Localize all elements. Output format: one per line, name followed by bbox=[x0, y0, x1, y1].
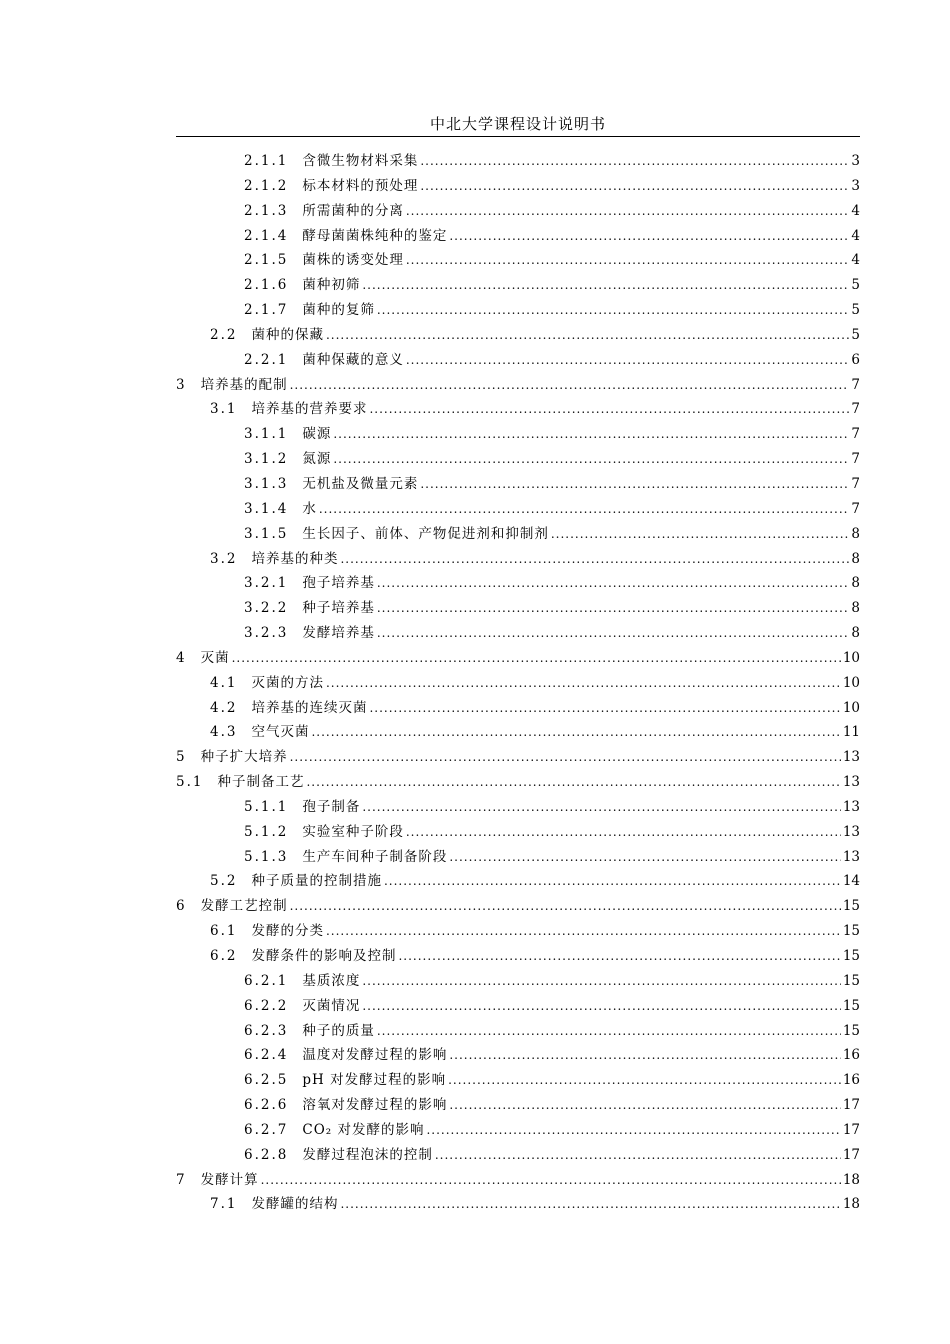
toc-entry[interactable] bbox=[176, 199, 860, 224]
toc-entry-number: 6.1 bbox=[210, 923, 238, 940]
toc-leader-dots bbox=[384, 869, 841, 893]
toc-entry-page: 18 bbox=[842, 1171, 860, 1188]
toc-entry-page: 16 bbox=[842, 1047, 860, 1064]
toc-entry[interactable] bbox=[176, 795, 860, 820]
toc-leader-dots bbox=[377, 571, 850, 595]
toc-leader-dots bbox=[290, 745, 841, 769]
toc-entry-page: 15 bbox=[842, 948, 860, 964]
toc-leader-dots bbox=[369, 397, 849, 421]
toc-entry-page: 18 bbox=[842, 1196, 860, 1213]
toc-entry[interactable] bbox=[176, 671, 860, 696]
toc-entry-title: 发酵计算 bbox=[200, 1171, 259, 1188]
toc-leader-dots bbox=[406, 199, 850, 223]
toc-entry[interactable] bbox=[176, 820, 860, 845]
toc-entry-number: 6.2.7 bbox=[244, 1121, 289, 1138]
toc-entry-title: 种子制备工艺 bbox=[217, 774, 305, 791]
toc-leader-dots bbox=[377, 298, 850, 322]
toc-leader-dots bbox=[426, 1118, 840, 1142]
toc-entry[interactable] bbox=[176, 646, 860, 671]
toc-entry-number: 3.2.2 bbox=[244, 600, 289, 617]
toc-entry-page: 11 bbox=[842, 724, 860, 741]
toc-entry-page: 5 bbox=[851, 326, 860, 343]
toc-entry[interactable] bbox=[176, 869, 860, 894]
toc-entry[interactable] bbox=[176, 373, 860, 398]
toc-entry-page: 7 bbox=[851, 426, 860, 443]
toc-entry-page: 8 bbox=[851, 550, 860, 567]
toc-leader-dots bbox=[333, 422, 849, 446]
toc-entry-title: 所需菌种的分离 bbox=[302, 202, 404, 219]
toc-entry[interactable] bbox=[176, 1068, 860, 1093]
toc-entry-page: 7 bbox=[851, 475, 860, 492]
toc-entry-title: 菌种初筛 bbox=[302, 277, 361, 294]
toc-entry-title: 生产车间种子制备阶段 bbox=[302, 848, 448, 865]
toc-entry[interactable] bbox=[176, 497, 860, 522]
toc-leader-dots bbox=[420, 472, 849, 496]
toc-leader-dots bbox=[377, 1019, 841, 1043]
toc-entry-page: 7 bbox=[851, 376, 860, 393]
toc-entry-page: 7 bbox=[851, 451, 860, 468]
toc-entry-page: 13 bbox=[842, 848, 860, 865]
toc-entry-number: 6 bbox=[176, 898, 187, 915]
toc-entry-title: 无机盐及微量元素 bbox=[302, 475, 419, 492]
toc-entry-number: 3.1.1 bbox=[244, 426, 289, 443]
toc-entry-number: 3.2.3 bbox=[244, 625, 289, 642]
toc-entry-number: 2.1.3 bbox=[244, 202, 289, 219]
toc-entry-number: 2.2.1 bbox=[244, 351, 289, 368]
toc-entry[interactable] bbox=[176, 224, 860, 249]
toc-entry-title: 酵母菌菌株纯种的鉴定 bbox=[302, 227, 448, 244]
toc-entry-number: 6.2.2 bbox=[244, 997, 289, 1014]
toc-entry-page: 17 bbox=[842, 1121, 860, 1138]
toc-entry-page: 16 bbox=[842, 1072, 860, 1089]
toc-entry-number: 5.1.1 bbox=[244, 798, 289, 815]
toc-leader-dots bbox=[326, 323, 849, 347]
toc-entry-number: 6.2.1 bbox=[244, 972, 289, 989]
toc-leader-dots bbox=[449, 845, 840, 869]
toc-leader-dots bbox=[326, 919, 841, 943]
toc-entry-page: 15 bbox=[842, 972, 860, 989]
toc-entry-number: 2.1.5 bbox=[244, 252, 289, 269]
toc-entry-number: 5.1.2 bbox=[244, 823, 289, 840]
toc-entry-number: 4.1 bbox=[210, 674, 238, 691]
toc-entry-number: 3.2 bbox=[210, 550, 238, 567]
toc-entry[interactable] bbox=[176, 397, 860, 422]
toc-entry[interactable] bbox=[176, 348, 860, 373]
toc-entry-page: 6 bbox=[851, 351, 860, 368]
toc-entry[interactable] bbox=[176, 174, 860, 199]
toc-entry-title: pH 对发酵过程的影响 bbox=[302, 1072, 447, 1089]
toc-entry-title: CO₂ 对发酵的影响 bbox=[302, 1121, 425, 1138]
toc-entry-page: 8 bbox=[851, 600, 860, 617]
toc-entry-number: 5 bbox=[176, 749, 187, 766]
toc-entry-page: 5 bbox=[851, 277, 860, 294]
toc-entry[interactable] bbox=[176, 969, 860, 994]
toc-leader-dots bbox=[290, 373, 850, 397]
toc-entry-title: 温度对发酵过程的影响 bbox=[302, 1047, 448, 1064]
toc-entry-title: 发酵工艺控制 bbox=[200, 898, 288, 915]
toc-entry-title: 菌种保藏的意义 bbox=[302, 351, 404, 368]
toc-leader-dots bbox=[406, 348, 850, 372]
toc-entry-title: 种子培养基 bbox=[302, 600, 375, 617]
toc-entry-title: 培养基的营养要求 bbox=[251, 401, 368, 418]
toc-entry-number: 2.1.2 bbox=[244, 177, 289, 194]
toc-leader-dots bbox=[326, 671, 841, 695]
toc-leader-dots bbox=[319, 497, 850, 521]
toc-leader-dots bbox=[369, 696, 840, 720]
toc-entry[interactable] bbox=[176, 1118, 860, 1143]
toc-entry-page: 4 bbox=[851, 227, 860, 244]
toc-entry-page: 8 bbox=[851, 625, 860, 642]
toc-entry-number: 5.2 bbox=[210, 873, 238, 890]
toc-leader-dots bbox=[406, 248, 850, 272]
toc-entry-page: 7 bbox=[851, 401, 860, 418]
toc-entry-page: 13 bbox=[842, 749, 860, 766]
toc-leader-dots bbox=[449, 224, 849, 248]
toc-entry[interactable] bbox=[176, 845, 860, 870]
toc-entry-number: 4 bbox=[176, 649, 187, 666]
toc-entry-title: 培养基的连续灭菌 bbox=[251, 699, 368, 716]
toc-entry-title: 培养基的配制 bbox=[200, 376, 288, 393]
toc-entry[interactable] bbox=[176, 1143, 860, 1168]
toc-entry[interactable] bbox=[176, 1192, 860, 1217]
toc-entry-number: 3.1.3 bbox=[244, 475, 289, 492]
toc-entry-title: 发酵过程泡沫的控制 bbox=[302, 1146, 433, 1163]
toc-entry[interactable] bbox=[176, 522, 860, 547]
toc-entry-title: 溶氧对发酵过程的影响 bbox=[302, 1097, 448, 1114]
toc-entry-page: 3 bbox=[851, 177, 860, 194]
toc-entry[interactable] bbox=[176, 770, 860, 795]
toc-entry-number: 7 bbox=[176, 1171, 187, 1188]
toc-entry-number: 2.1.7 bbox=[244, 302, 289, 319]
toc-entry-page: 15 bbox=[842, 923, 860, 940]
toc-leader-dots bbox=[420, 174, 849, 198]
toc-entry-number: 4.3 bbox=[210, 724, 238, 741]
toc-leader-dots bbox=[448, 1068, 841, 1092]
toc-entry-number: 3 bbox=[176, 376, 187, 393]
toc-entry[interactable] bbox=[176, 447, 860, 472]
toc-entry[interactable] bbox=[176, 248, 860, 273]
toc-entry-title: 氮源 bbox=[302, 451, 332, 468]
toc-entry-title: 菌种的复筛 bbox=[302, 302, 375, 319]
toc-entry-page: 8 bbox=[851, 575, 860, 592]
toc-entry[interactable] bbox=[176, 944, 860, 969]
toc-entry-page: 4 bbox=[851, 202, 860, 219]
toc-entry-number: 5.1.3 bbox=[244, 848, 289, 865]
toc-entry[interactable] bbox=[176, 1093, 860, 1118]
toc-entry-number: 5.1 bbox=[176, 774, 204, 791]
toc-entry-number: 2.1.1 bbox=[244, 153, 289, 169]
toc-leader-dots bbox=[333, 447, 849, 471]
toc-entry-page: 10 bbox=[842, 649, 860, 666]
toc-entry-title: 种子质量的控制措施 bbox=[251, 873, 382, 890]
toc-entry[interactable] bbox=[176, 149, 860, 174]
toc-entry-page: 17 bbox=[842, 1146, 860, 1163]
toc-leader-dots bbox=[340, 547, 849, 571]
toc-leader-dots bbox=[340, 1192, 840, 1216]
toc-entry-page: 14 bbox=[842, 873, 860, 890]
toc-entry-title: 菌株的诱变处理 bbox=[302, 252, 404, 269]
toc-entry[interactable] bbox=[176, 894, 860, 919]
toc-entry[interactable] bbox=[176, 323, 860, 348]
toc-entry-number: 2.1.6 bbox=[244, 277, 289, 294]
toc-entry-number: 3.1.4 bbox=[244, 500, 289, 517]
page-header-title: 中北大学课程设计说明书 bbox=[176, 112, 860, 137]
toc-entry-title: 孢子制备 bbox=[302, 798, 361, 815]
toc-entry-page: 10 bbox=[842, 674, 860, 691]
toc-leader-dots bbox=[306, 770, 840, 794]
table-of-contents bbox=[176, 149, 860, 1217]
toc-entry-page: 4 bbox=[851, 252, 860, 269]
toc-entry[interactable] bbox=[176, 621, 860, 646]
toc-leader-dots bbox=[551, 522, 850, 546]
toc-entry[interactable] bbox=[176, 994, 860, 1019]
toc-entry-page: 10 bbox=[842, 699, 860, 716]
toc-entry-page: 15 bbox=[842, 1022, 860, 1039]
toc-entry-number: 6.2.4 bbox=[244, 1047, 289, 1064]
toc-leader-dots bbox=[398, 944, 840, 968]
toc-entry-title: 发酵的分类 bbox=[251, 923, 324, 940]
toc-entry[interactable] bbox=[176, 596, 860, 621]
toc-entry[interactable] bbox=[176, 571, 860, 596]
toc-entry-number: 4.2 bbox=[210, 699, 238, 716]
toc-entry-title: 菌种的保藏 bbox=[251, 326, 324, 343]
toc-entry[interactable] bbox=[176, 298, 860, 323]
toc-entry-number: 2.2 bbox=[210, 326, 238, 343]
toc-entry-page: 7 bbox=[851, 500, 860, 517]
toc-entry-title: 标本材料的预处理 bbox=[302, 177, 419, 194]
toc-entry-title: 基质浓度 bbox=[302, 972, 361, 989]
toc-leader-dots bbox=[261, 1168, 841, 1192]
toc-leader-dots bbox=[362, 795, 840, 819]
toc-entry-page: 8 bbox=[851, 525, 860, 542]
toc-entry-title: 生长因子、前体、产物促进剂和抑制剂 bbox=[302, 525, 549, 542]
toc-entry[interactable] bbox=[176, 919, 860, 944]
toc-entry-page: 17 bbox=[842, 1097, 860, 1114]
toc-entry-page: 15 bbox=[842, 898, 860, 915]
toc-leader-dots bbox=[362, 273, 849, 297]
toc-entry-number: 3.1.2 bbox=[244, 451, 289, 468]
toc-leader-dots bbox=[362, 994, 840, 1018]
toc-leader-dots bbox=[232, 646, 841, 670]
toc-entry-number: 6.2.8 bbox=[244, 1146, 289, 1163]
toc-entry-title: 发酵罐的结构 bbox=[251, 1196, 339, 1213]
toc-entry-page: 13 bbox=[842, 774, 860, 791]
toc-leader-dots bbox=[406, 820, 841, 844]
toc-entry-page: 15 bbox=[842, 997, 860, 1014]
toc-entry-number: 6.2.6 bbox=[244, 1097, 289, 1114]
toc-leader-dots bbox=[420, 149, 849, 173]
toc-entry-title: 灭菌 bbox=[200, 649, 230, 666]
toc-entry[interactable] bbox=[176, 422, 860, 447]
toc-leader-dots bbox=[290, 894, 841, 918]
toc-entry[interactable] bbox=[176, 547, 860, 572]
toc-entry-title: 含微生物材料采集 bbox=[302, 153, 419, 169]
toc-entry-number: 2.1.4 bbox=[244, 227, 289, 244]
toc-entry-title: 灭菌情况 bbox=[302, 997, 361, 1014]
toc-entry-title: 空气灭菌 bbox=[251, 724, 310, 741]
toc-leader-dots bbox=[377, 621, 850, 645]
toc-entry-number: 3.1.5 bbox=[244, 525, 289, 542]
toc-entry-number: 7.1 bbox=[210, 1196, 238, 1213]
toc-entry-title: 实验室种子阶段 bbox=[302, 823, 404, 840]
toc-leader-dots bbox=[449, 1093, 840, 1117]
toc-entry-number: 6.2.5 bbox=[244, 1072, 289, 1089]
toc-entry-title: 培养基的种类 bbox=[251, 550, 339, 567]
toc-entry[interactable] bbox=[176, 696, 860, 721]
toc-entry-page: 3 bbox=[851, 153, 860, 169]
toc-entry-title: 灭菌的方法 bbox=[251, 674, 324, 691]
toc-entry-title: 种子的质量 bbox=[302, 1022, 375, 1039]
toc-entry-number: 3.2.1 bbox=[244, 575, 289, 592]
toc-entry-number: 3.1 bbox=[210, 401, 238, 418]
toc-leader-dots bbox=[377, 596, 850, 620]
toc-entry-title: 发酵培养基 bbox=[302, 625, 375, 642]
toc-entry-page: 5 bbox=[851, 302, 860, 319]
toc-entry[interactable] bbox=[176, 720, 860, 745]
toc-entry-page: 13 bbox=[842, 798, 860, 815]
toc-entry[interactable] bbox=[176, 472, 860, 497]
toc-entry-title: 种子扩大培养 bbox=[200, 749, 288, 766]
toc-entry[interactable] bbox=[176, 745, 860, 770]
toc-leader-dots bbox=[449, 1043, 840, 1067]
toc-entry-page: 13 bbox=[842, 823, 860, 840]
toc-entry[interactable] bbox=[176, 273, 860, 298]
toc-entry-title: 水 bbox=[302, 500, 317, 517]
toc-entry-number: 6.2.3 bbox=[244, 1022, 289, 1039]
toc-leader-dots bbox=[435, 1143, 841, 1167]
toc-entry-title: 碳源 bbox=[302, 426, 332, 443]
toc-entry[interactable] bbox=[176, 1019, 860, 1044]
toc-entry-title: 发酵条件的影响及控制 bbox=[251, 948, 397, 964]
toc-entry-number: 6.2 bbox=[210, 948, 238, 964]
toc-leader-dots bbox=[362, 969, 840, 993]
toc-entry[interactable] bbox=[176, 1043, 860, 1068]
toc-leader-dots bbox=[311, 720, 840, 744]
toc-entry[interactable] bbox=[176, 1168, 860, 1193]
toc-entry-title: 孢子培养基 bbox=[302, 575, 375, 592]
